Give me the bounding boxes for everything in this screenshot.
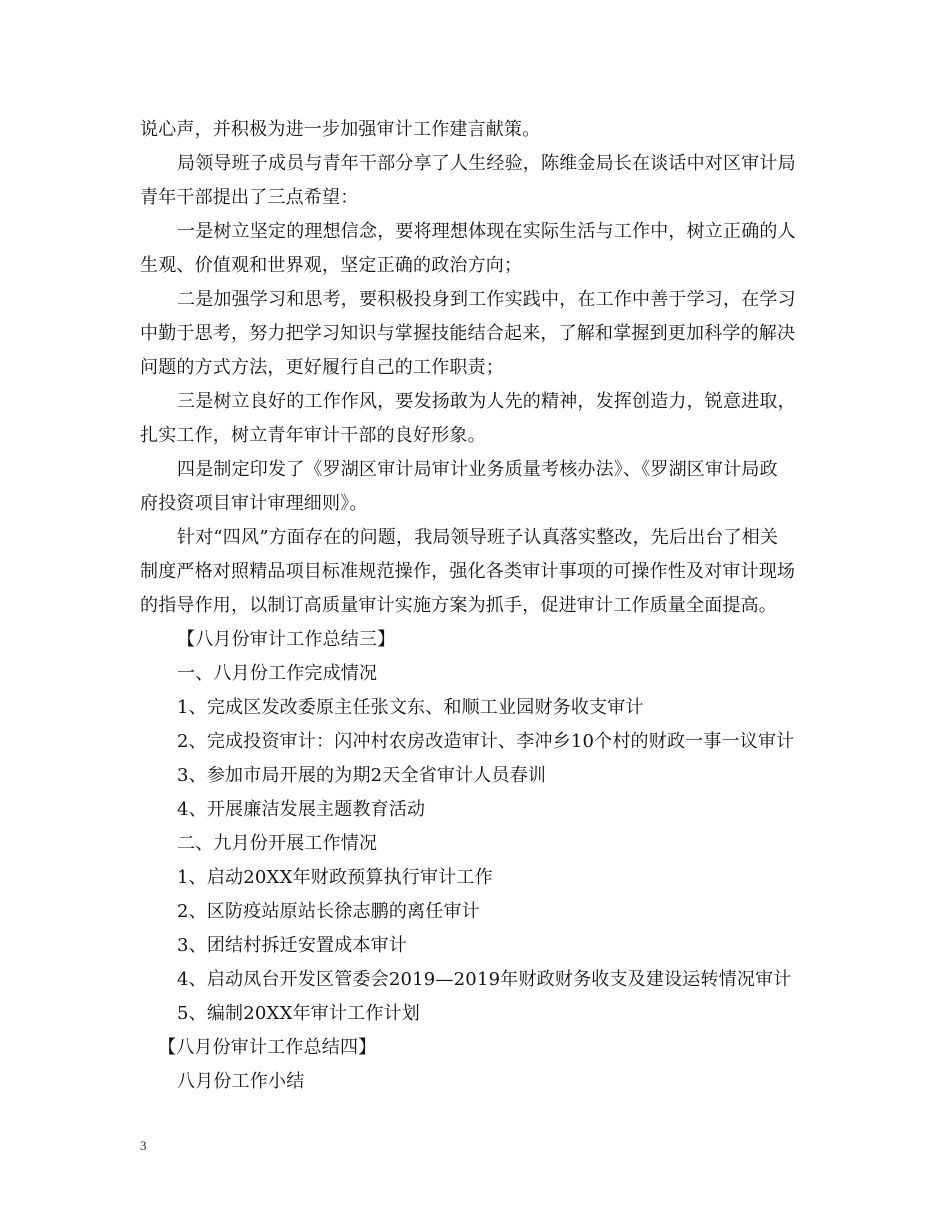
text-line: 说心声，并积极为进一步加强审计工作建言献策。	[140, 119, 541, 140]
text-line: 制度严格对照精品项目标准规范操作，强化各类审计事项的可操作性及对审计现场	[140, 561, 796, 582]
section-heading: 【八月份审计工作总结三】	[177, 629, 396, 650]
text-line: 的指导作用，以制订高质量审计实施方案为抓手，促进审计工作质量全面提高。	[140, 595, 777, 616]
list-item: 1、完成区发改委原主任张文东、和顺工业园财务收支审计	[177, 697, 644, 718]
text-line: 青年干部提出了三点希望：	[140, 187, 359, 208]
text-line: 生观、价值观和世界观，坚定正确的政治方向；	[140, 255, 523, 276]
text-line: 四是制定印发了《罗湖区审计局审计业务质量考核办法》、《罗湖区审计局政	[177, 459, 778, 480]
text-line: 扎实工作，树立青年审计干部的良好形象。	[140, 425, 486, 446]
text-line: 问题的方式方法，更好履行自己的工作职责；	[140, 357, 504, 378]
text-line: 三是树立良好的工作作风，要发扬敢为人先的精神，发挥创造力，锐意进取，	[177, 391, 796, 412]
section-heading: 【八月份审计工作总结四】	[158, 1037, 377, 1058]
text-line: 二是加强学习和思考，要积极投身到工作实践中，在工作中善于学习，在学习	[177, 289, 796, 310]
list-item: 2、完成投资审计：闪冲村农房改造审计、李冲乡10个村的财政一事一议审计	[177, 731, 795, 752]
list-item: 4、开展廉洁发展主题教育活动	[177, 799, 426, 820]
text-line: 府投资项目审计审理细则》。	[140, 493, 368, 514]
list-item: 5、编制20XX年审计工作计划	[177, 1003, 420, 1024]
list-item: 1、启动20XX年财政预算执行审计工作	[177, 867, 493, 888]
subsection-heading: 八月份工作小结	[177, 1071, 305, 1092]
list-item: 2、区防疫站原站长徐志鹏的离任审计	[177, 901, 480, 922]
text-line: 中勤于思考，努力把学习知识与掌握技能结合起来，了解和掌握到更加科学的解决	[140, 323, 796, 344]
text-line: 针对“四风”方面存在的问题，我局领导班子认真落实整改，先后出台了相关	[177, 527, 779, 548]
page-number: 3	[140, 1138, 147, 1153]
list-item: 4、启动凤台开发区管委会2019—2019年财政财务收支及建设运转情况审计	[177, 969, 792, 990]
text-line: 一是树立坚定的理想信念，要将理想体现在实际生活与工作中，树立正确的人	[177, 221, 796, 242]
subsection-heading: 一、八月份工作完成情况	[177, 663, 378, 684]
list-item: 3、参加市局开展的为期2天全省审计人员春训	[177, 765, 547, 786]
text-line: 局领导班子成员与青年干部分享了人生经验，陈维金局长在谈话中对区审计局	[177, 153, 796, 174]
list-item: 3、团结村拆迁安置成本审计	[177, 935, 408, 956]
subsection-heading: 二、九月份开展工作情况	[177, 833, 378, 854]
